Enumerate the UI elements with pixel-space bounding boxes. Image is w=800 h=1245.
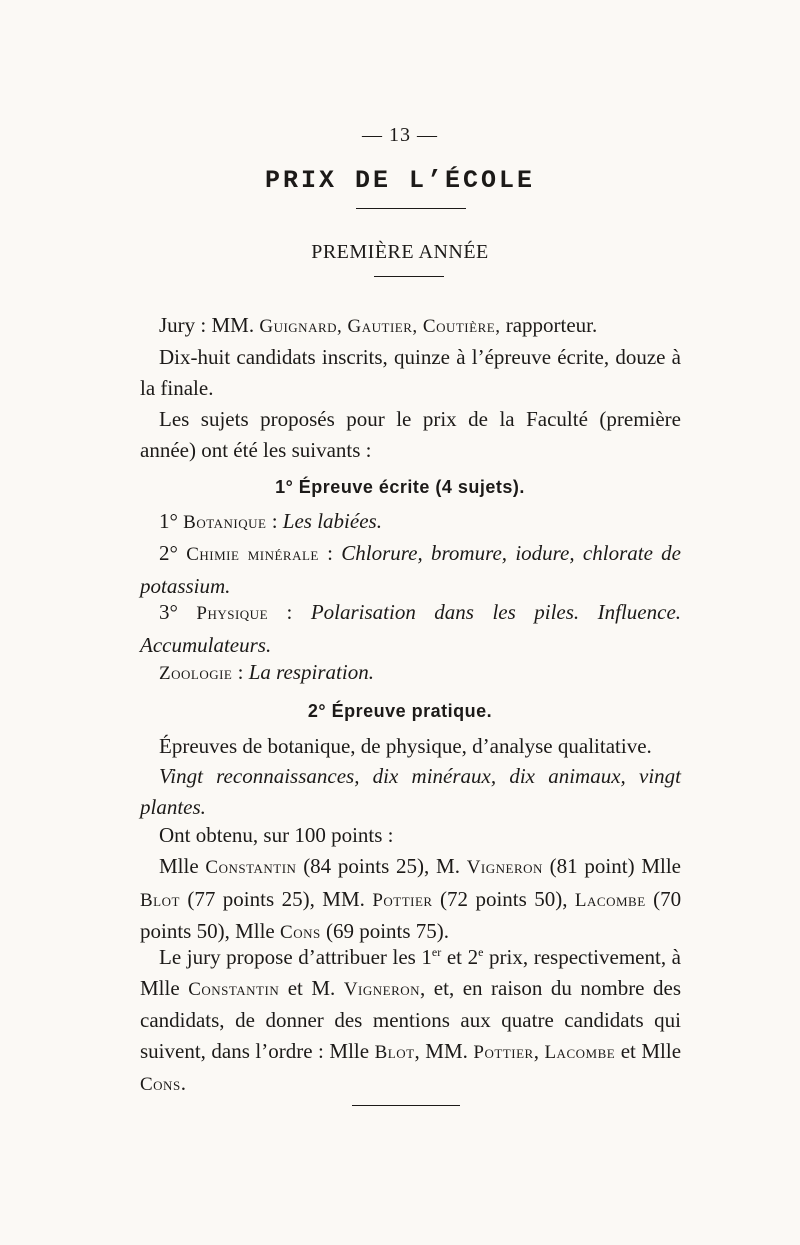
- result-name: Cons: [280, 922, 321, 943]
- proposal-text: Le jury propose d’attribuer les 1: [159, 945, 432, 969]
- subject-title: Chlorure, bromure, iodure, chlorate de potassium.: [140, 541, 681, 598]
- title-divider: [356, 208, 466, 209]
- subject-topic: Physique: [196, 603, 269, 624]
- proposal-text: , MM.: [414, 1038, 468, 1063]
- subject-separator: :: [268, 600, 311, 624]
- mention-name: Pottier: [473, 1041, 534, 1063]
- candidates-paragraph: Dix-huit candidats inscrits, quinze à l’épreuve écrite, douze à la finale.: [140, 345, 681, 400]
- result-score: (84 points 25),: [303, 854, 430, 878]
- mention-name: Lacombe: [544, 1041, 616, 1063]
- practical-details-paragraph: Vingt reconnaissances, dix minéraux, dix animaux, vingt plantes.: [140, 764, 681, 819]
- result-score: (69 points 75).: [325, 919, 450, 943]
- results-paragraph: [140, 851, 681, 949]
- page-number: — 13 —: [362, 124, 438, 146]
- proposal-text: ,: [533, 1038, 539, 1063]
- subject-item: [140, 657, 681, 690]
- subject-topic: Zoologie: [159, 663, 233, 684]
- result-name: Lacombe: [574, 889, 646, 911]
- subtitle-divider: [374, 276, 444, 277]
- proposal-text: , et, en raison du nombre des candidats, de donner des mentions aux quatre candidats qui suivent, dans l’ordre : Mlle: [140, 975, 682, 1063]
- practical-tests-paragraph: Épreuves de botanique, de physique, d’analyse qualitative.: [159, 734, 652, 758]
- subject-title: Polarisation dans les piles. Influence. Accumulateurs.: [140, 600, 682, 657]
- result-score: (70 points 50),: [140, 886, 682, 943]
- proposal-text: prix, respectivement, à Mlle: [140, 945, 681, 1000]
- proposal-text: et M.: [279, 975, 336, 1000]
- laureate-name: Vigneron: [343, 978, 421, 1000]
- subject-number: 2°: [159, 541, 178, 565]
- result-name: Vigneron: [466, 857, 543, 878]
- result-name: Blot: [140, 889, 180, 911]
- jury-name-coutiere: Coutière,: [422, 316, 501, 337]
- mention-name: Blot: [374, 1041, 415, 1063]
- laureate-name: Constantin: [188, 978, 280, 1000]
- result-title: MM.: [322, 886, 365, 911]
- jury-suffix: rapporteur.: [505, 313, 598, 337]
- scores-intro-paragraph: Ont obtenu, sur 100 points :: [159, 823, 394, 847]
- written-exam-heading: 1° Épreuve écrite (4 sujets).: [275, 477, 525, 497]
- result-title: Mlle: [235, 919, 275, 943]
- subject-separator: :: [318, 541, 342, 565]
- section-subtitle: PREMIÈRE ANNÉE: [311, 241, 489, 263]
- subject-number: 1°: [159, 509, 178, 533]
- subject-separator: :: [232, 660, 249, 684]
- subject-item: [140, 538, 681, 601]
- proposal-text: .: [180, 1071, 186, 1095]
- proposal-text: et 2: [441, 945, 479, 969]
- result-score: (77 points 25),: [187, 886, 315, 911]
- proposal-text: et Mlle: [615, 1038, 682, 1063]
- mention-name: Cons: [140, 1074, 181, 1095]
- ordinal-superscript: e: [478, 945, 484, 959]
- jury-paragraph: [140, 310, 681, 343]
- ordinal-superscript: er: [431, 945, 442, 959]
- result-score: (81 point): [549, 854, 635, 878]
- result-title: M.: [436, 854, 460, 878]
- result-name: Constantin: [205, 857, 297, 878]
- subject-title: Les labiées.: [282, 509, 382, 533]
- closing-divider: [352, 1105, 460, 1106]
- jury-name-gautier: Gautier,: [347, 316, 418, 337]
- result-score: (72 points 50),: [440, 886, 568, 911]
- proposal-paragraph: [140, 942, 681, 1101]
- subject-item: [140, 597, 681, 660]
- subject-title: La respiration.: [248, 660, 374, 684]
- subjects-intro-paragraph: Les sujets proposés pour le prix de la Faculté (première année) ont été les suivants :: [140, 407, 681, 462]
- jury-prefix: Jury : MM.: [159, 313, 255, 337]
- subject-topic: Chimie minérale: [186, 544, 319, 565]
- subject-item: [140, 506, 681, 539]
- practical-exam-heading: 2° Épreuve pratique.: [307, 701, 493, 721]
- result-name: Pottier: [372, 889, 433, 911]
- result-title: Mlle: [159, 854, 199, 878]
- result-title: Mlle: [641, 854, 681, 878]
- subject-number: 3°: [159, 600, 178, 624]
- subject-topic: Botanique: [183, 512, 267, 533]
- subject-separator: :: [266, 509, 283, 533]
- page-title: PRIX DE L’ÉCOLE: [264, 166, 536, 195]
- jury-name-guignard: Guignard,: [259, 316, 343, 337]
